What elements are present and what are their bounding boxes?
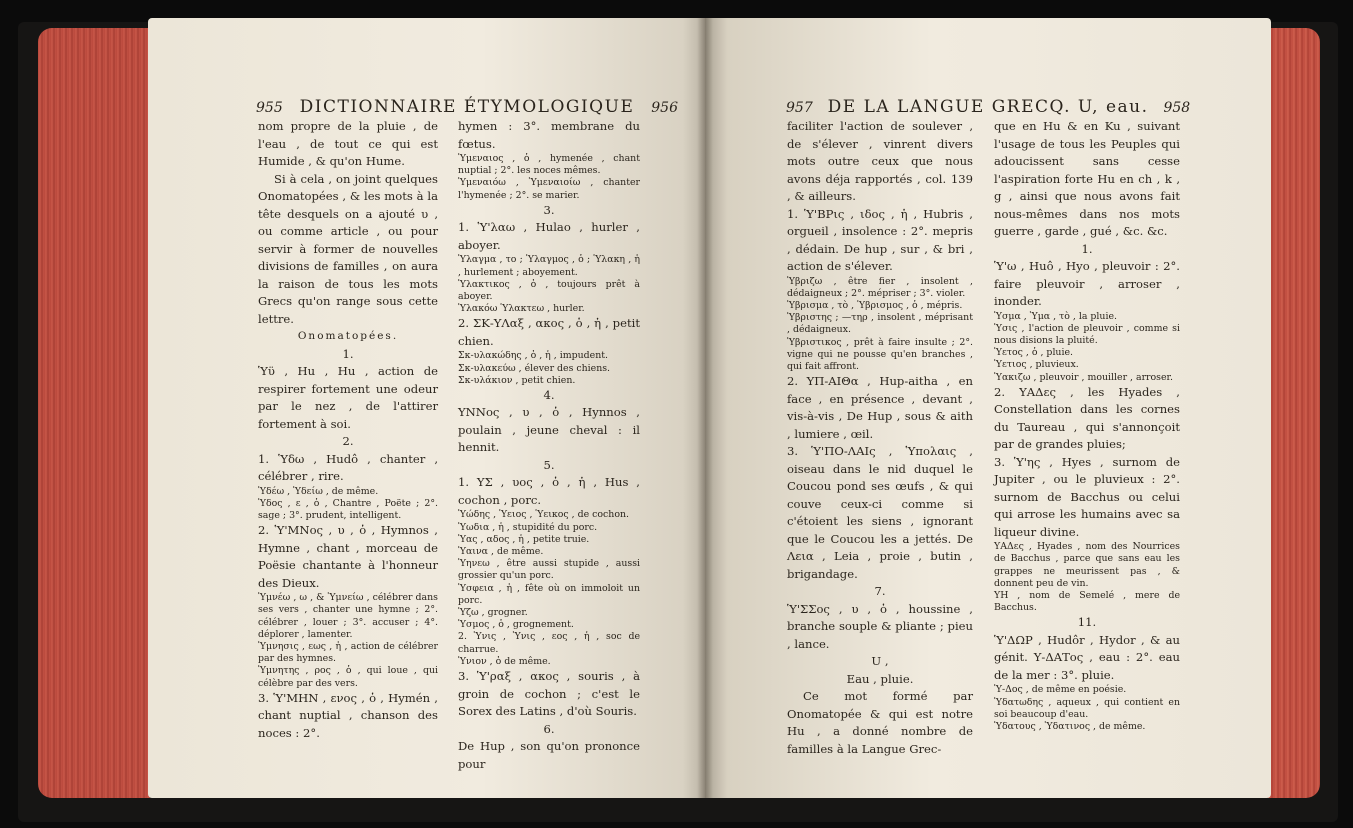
text-paragraph: Ὑζω , grogner. (458, 607, 528, 619)
text-paragraph: 5. (543, 457, 555, 472)
text-paragraph: 1. ΥΣ , υος , ὁ , ἡ , Hus , cochon , porc. (458, 475, 640, 507)
text-paragraph: Ὑλακόω Ὑλακτεω , hurler. (458, 303, 585, 315)
left-running-header (256, 97, 678, 119)
text-paragraph: U , (871, 654, 889, 669)
text-paragraph: que en Hu & en Ku , suivant l'usage de tous les Peuples qui adoucissent sans cesse l'aspiration forte Hu en ch , k , g , ainsi que nous avons fait nous-mêmes dans nos mots guerre , garde , gué , &c. &c. (994, 119, 1180, 238)
text-paragraph: Σκ-υλακώδης , ὁ , ἡ , impudent. (458, 350, 608, 362)
right-running-header (786, 97, 1190, 119)
text-paragraph: Eau , pluie. (846, 671, 914, 686)
text-paragraph: 3. Ὑ'ΜΗΝ , ενος , ὁ , Hymén , chant nuptial , chanson des noces : 2°. (258, 690, 438, 740)
text-paragraph: Ὑ'ω , Huô , Hyo , pleuvoir : 2°. faire pleuvoir , arroser , inonder. (994, 259, 1180, 308)
column-4 (994, 118, 1180, 733)
text-paragraph: Ὑδατωδης , aqueux , qui contient en soi beaucoup d'eau. (994, 696, 1180, 720)
text-paragraph: 2. ΣΚ-ΥΛαξ , ακος , ὁ , ἡ , petit chien. (458, 316, 640, 348)
text-paragraph: Ὑωδια , ἡ , stupidité du porc. (458, 521, 598, 533)
right-header-title: DE LA LANGUE GRECQ. U, eau. (827, 97, 1149, 117)
text-paragraph: Ὑμεναιόω , Ὑμεναιοίω , chanter l'hymenée ; 2°. se marier. (458, 177, 640, 201)
text-paragraph: ΥΗ , nom de Semelé , mere de Bacchus. (994, 590, 1180, 614)
text-paragraph: Ὑ-Δος , de même en poésie. (994, 684, 1127, 696)
text-paragraph: Ὑμνέω , ω , & Ὑμνείω , célébrer dans ses vers , chanter une hymne ; 2°. célébrer , louer ; 3°. accuser ; 4°. déplorer , lamenter. (258, 592, 438, 640)
column-1 (258, 118, 438, 742)
text-paragraph: Si à cela , on joint quelques Onomatopées , & les mots à la tête desquels on a ajouté υ , ou comme article , ou pour servir à former de nouvelles divisions de familles , on aura la raison de tous les mots Grecs qu'on range sous cette lettre. (258, 171, 438, 326)
text-paragraph: Σκ-υλακεύω , élever des chiens. (458, 362, 611, 374)
page-edges-left (38, 28, 150, 798)
column-3 (787, 118, 973, 758)
left-header-title: DICTIONNAIRE ÉTYMOLOGIQUE (299, 97, 635, 117)
text-paragraph: Ὑβρισμα , τὸ , Ὑβρισμος , ὁ , mépris. (787, 299, 963, 311)
text-paragraph: 2. ΥΠ-ΑΙΘα , Hup-aitha , en face , en présence , devant , vis-à-vis , De Hup , sous & aith , lumiere , œil. (787, 374, 973, 441)
text-paragraph: Ce mot formé par Onomatopée & qui est notre Hu , a donné nombre de familles à la Langue Grec- (787, 689, 973, 756)
text-paragraph: 2. ΥΑΔες , les Hyades , Constellation dans les cornes du Taureau , qui s'annonçoit par de grandes pluies; (994, 384, 1180, 452)
text-paragraph: 1. Ὑ'ΒΡις , ιδος , ἡ , Hubris , orgueil , insolence : 2°. mepris , dédain. De hup , sur , & bri , action de s'élever. (787, 206, 973, 273)
text-paragraph: Ὑλαγμα , το ; Ὑλαγμος , ὁ ; Ὑλακη , ἡ , hurlement ; aboyement. (458, 254, 640, 278)
text-paragraph: Ὑνιον , ὁ de même. (458, 655, 551, 667)
text-paragraph: Ὑμεναιος , ὁ , hymenée , chant nuptial ; 2°. les noces mêmes. (458, 153, 640, 177)
text-paragraph: Ὑβριστικος , prêt à faire insulte ; 2°. vigne qui ne pousse qu'en branches , qui fait affront. (787, 336, 973, 372)
left-page-number-2: 956 (651, 100, 678, 116)
text-paragraph: 2. (342, 434, 354, 448)
text-paragraph: Ὑας , αδος , ἡ , petite truie. (458, 533, 590, 545)
text-paragraph: ΥΝΝος , υ , ὁ , Hynnos , poulain , jeune cheval : il hennit. (458, 405, 640, 455)
right-page-number: 957 (786, 100, 813, 116)
right-page-number-2: 958 (1163, 100, 1191, 116)
text-paragraph: Ὑλακτικος , ὁ , toujours prêt à aboyer. (458, 278, 640, 302)
text-paragraph: Ὑσφεια , ἡ , fête où on immoloit un porc. (458, 582, 640, 606)
text-paragraph: 1. Ὑδω , Hudô , chanter , célébrer , rire. (258, 451, 438, 483)
text-paragraph: Ὑακιζω , pleuvoir , mouiller , arroser. (994, 371, 1173, 383)
text-paragraph: nom propre de la pluie , de l'eau , de tout ce qui est Humide , & qu'on Hume. (258, 119, 438, 168)
text-paragraph: 3. Ὑ'ραξ , ακος , souris , à groin de cochon ; c'est le Sorex des Latins , d'où Souris. (458, 669, 640, 719)
text-paragraph: Ὑετος , ὁ , pluie. (994, 347, 1074, 359)
text-paragraph: Ὑώδης , Ὑειος , Ὑεικος , de cochon. (458, 509, 629, 521)
text-paragraph: 2. Ὑνις , Ὑνις , εος , ἡ , soc de charrue. (458, 631, 640, 655)
text-paragraph: Ὑετιος , pluvieux. (994, 359, 1079, 371)
text-paragraph: Ὑσμος , ὁ , grognement. (458, 619, 574, 631)
text-paragraph: 7. (874, 584, 886, 599)
text-paragraph: Ὑηνεω , être aussi stupide , aussi grossier qu'un porc. (458, 558, 640, 582)
text-paragraph: Ὑβριστης ; —τηρ , insolent , méprisant , dédaigneux. (787, 312, 973, 336)
text-paragraph: Ὑμνητης , ρος , ὁ , qui loue , qui célèbre par des vers. (258, 665, 438, 689)
text-paragraph: ΥΑΔες , Hyades , nom des Nourrices de Bacchus , parce que sans eau les grappes ne meurissent pas , & donnent peu de vin. (994, 541, 1180, 589)
text-paragraph: 6. (543, 721, 555, 736)
text-paragraph: Ὑδατους , Ὑδατινος , de même. (994, 721, 1146, 733)
text-paragraph: 2. Ὑ'ΜΝος , υ , ὁ , Hymnos , Hymne , chant , morceau de Poësie chantante à l'honneur des Dieux. (258, 523, 438, 590)
text-paragraph: Σκ-υλάκιον , petit chien. (458, 374, 576, 386)
text-paragraph: 4. (543, 387, 555, 402)
text-paragraph: Ὑ'ΔΩΡ , Hudôr , Hydor , & au génit. Υ-ΔΑΤος , eau : 2°. eau de la mer : 3°. pluie. (994, 632, 1180, 682)
text-paragraph: De Hup , son qu'on prononce pour (458, 739, 640, 771)
text-paragraph: Ὑδος , ε , ὁ , Chantre , Poëte ; 2°. sage ; 3°. prudent, intelligent. (258, 497, 438, 521)
text-paragraph: Ὑμνησις , εως , ἡ , action de célébrer par des hymnes. (258, 640, 438, 665)
text-paragraph: Ὑδέω , Ὑδείω , de même. (258, 485, 379, 497)
text-paragraph: 1. (342, 346, 354, 361)
text-paragraph: 1. (1081, 241, 1093, 256)
text-paragraph: Ὑβριζω , être fier , insolent , dédaigneux ; 2°. mépriser ; 3°. violer. (787, 275, 973, 299)
text-paragraph: Onomatopées. (297, 330, 399, 342)
text-paragraph: 11. (1077, 615, 1097, 630)
left-page-number: 955 (256, 100, 283, 116)
book-gutter (697, 18, 713, 798)
column-2 (458, 118, 640, 773)
text-paragraph: Ὑσμα , Ὑμα , τὸ , la pluie. (994, 310, 1117, 322)
text-paragraph: 3. Ὑ'ης , Hyes , surnom de Jupiter , ou le pluvieux : 2°. surnom de Bacchus ou celui qui arrose les humains avec sa liqueur divine. (994, 454, 1180, 539)
text-paragraph: Ὑσις , l'action de pleuvoir , comme si nous disions la pluité. (994, 322, 1180, 346)
text-paragraph: Ὑαινα , de même. (458, 546, 544, 558)
text-paragraph: 3. Ὑ'ΠΟ-ΛΑΙς , Ὑπολαις , oiseau dans le nid duquel le Coucou pond ses œufs , & qui couve ceux-ci comme si c'étoient les siens , ignorant que le Coucou les a jettés. De Λεια , Leia , proie , butin , brigandage. (787, 444, 973, 581)
text-paragraph: Ὑϋ , Hu , Hu , action de respirer fortement une odeur par le nez , de l'attirer fortement à soi. (258, 364, 438, 431)
text-paragraph: hymen : 3°. membrane du fœtus. (458, 119, 640, 151)
text-paragraph: 3. (543, 202, 555, 217)
text-paragraph: faciliter l'action de soulever , de s'élever , vinrent divers mots outre ceux que nous avons déja rapportés , col. 139 , & ailleurs. (787, 119, 973, 203)
text-paragraph: 1. Ὑ'λαω , Hulao , hurler , aboyer. (458, 220, 640, 252)
text-paragraph: Ὑ'ΣΣος , υ , ὁ , houssine , branche souple & pliante ; pieu , lance. (787, 601, 973, 651)
page-edges-right (1268, 28, 1320, 798)
